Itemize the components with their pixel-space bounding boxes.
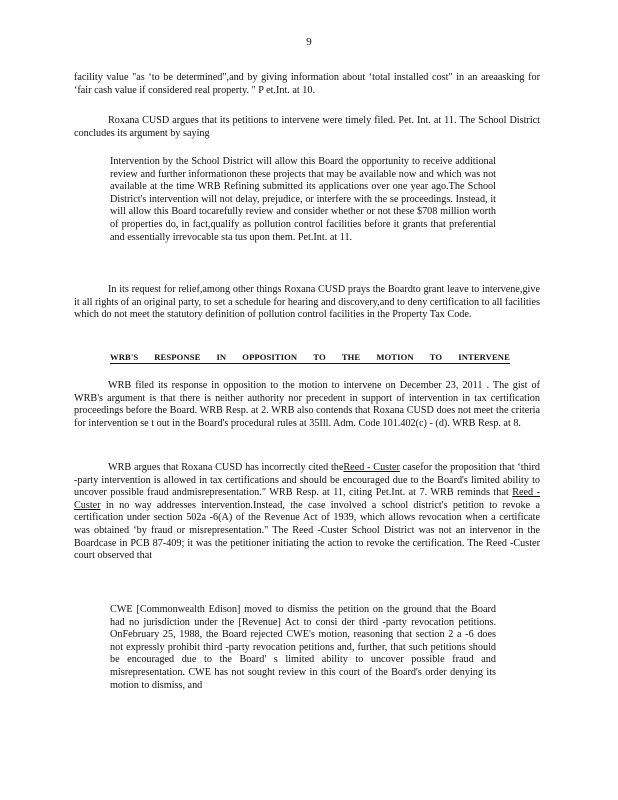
paragraph-wrb-response: WRB filed its response in opposition to the motion to intervene on December 23, 2011 . The gist of WRB's argument is that there is neither authority nor precedent in support of intervention in tax certification proceedings before the Board. WRB Resp. at 2. WRB also contends that Roxana CUSD does not meet the criteria for intervention se t out in the Board's procedural rules at 35Ill. Adm. Code 101.402(c) - (d). WRB Resp. at 8.: [74, 380, 540, 429]
case-citation: Reed - Custer: [74, 487, 540, 511]
para5-text-a: WRB argues that Roxana CUSD has incorrectly cited the: [108, 462, 344, 473]
heading-word: OPPOSITION: [242, 352, 298, 362]
block-quote-cwe: CWE [Commonwealth Edison] moved to dismiss the petition on the ground that the Board had no jurisdiction under the [Revenue] Act to consi der third -party revocation petitions. OnFebruary 25, 1988, the Board rejected CWE's motion, reasoning that section 2 a -6 does not expressly prohibit third -party revocation petitions and, further, that such petitions should be encouraged due to the Board' s limited ability to uncover possible fraud and misrepresentation. CWE has not sought review in this court of the Board's order denying its motion to dismiss, and: [110, 604, 496, 691]
paragraph-facility-value: facility value "as ‘to be determined",and by giving information about ‘total installed cost" in an areaasking for ‘fair cash value if considered real property. " P et.Int. at 10.: [74, 72, 540, 96]
heading-word: TO: [313, 352, 326, 362]
heading-word: THE: [341, 352, 361, 362]
paragraph-request-relief: In its request for relief,among other things Roxana CUSD prays the Boardto grant leave to intervene,give it all rights of an original party, to set a schedule for hearing and discovery,and to deny certification to all facilities which do not meet the statutory definition of pollution control facilities in the Property Tax Code.: [74, 284, 540, 321]
block-quote-intervention: Intervention by the School District will allow this Board the opportunity to receive additional review and further informationon these projects that may be available now and which was not available at the time WRB Refining submitted its applications over one year ago.The School District's intervention will not delay, prejudice, or interfere with the se proceedings. Instead, it will allow this Board tocarefully review and consider whether or not these $708 million worth of properties do, in fact,qualify as pollution control facilities before it grants that preferential and essentially irrevocable sta tus upon them. Pet.Int. at 11.: [110, 156, 496, 243]
paragraph-reed-custer: [74, 462, 540, 563]
paragraph-timely-filed: Roxana CUSD argues that its petitions to intervene were timely filed. Pet. Int. at 11. The School District concludes its argument by saying: [74, 115, 540, 139]
case-citation: Reed - Custer: [343, 462, 400, 473]
heading-word: MOTION: [376, 352, 414, 362]
page-number: 9: [306, 36, 312, 48]
heading-word: WRB'S: [110, 352, 139, 362]
heading-word: INTERVENE: [458, 352, 510, 362]
section-heading: [110, 352, 510, 364]
para5-text-c: in no way addresses intervention.Instead, the case involved a school district's petition to revoke a certification under section 502a -6(A) of the Revenue Act of 1939, which allows revocation when a certificate was obtained ‘by fraud or misrepresentation." The Reed -Custer School District was not an intervenor in the Boardcase in PCB 87-409; it was the petitioner initiating the action to revoke the certification. The Reed -Custer court observed that: [74, 499, 540, 562]
heading-word: RESPONSE: [154, 352, 201, 362]
heading-word: IN: [216, 352, 227, 362]
para5-text-b: casefor the proposition that ‘third -party intervention is allowed in tax certifications and should be encouraged due to the Board's limited ability to uncover possible fraud andmisrepresentation." WRB Resp. at 11, citing Pet.Int. at 7. WRB reminds that: [74, 462, 540, 499]
heading-word: TO: [429, 352, 443, 362]
